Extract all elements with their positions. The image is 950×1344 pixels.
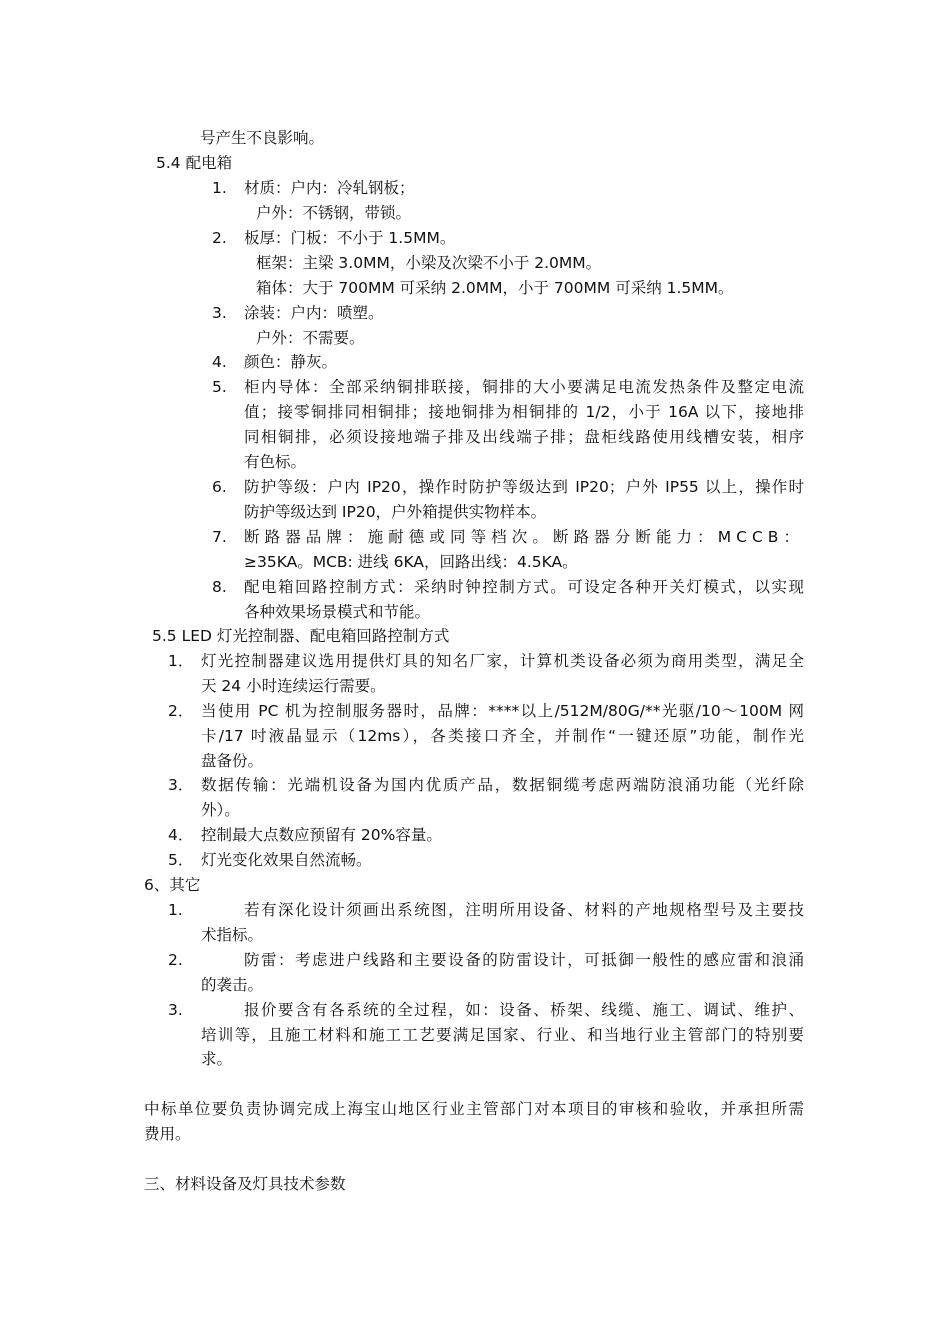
list-item-text: 涂装：户内：喷塑。 [244, 304, 384, 322]
list-number: 3． [168, 776, 194, 794]
list-number: 8. [212, 578, 227, 596]
list-number: 5． [168, 851, 194, 869]
section-heading-5-5: 5.5 LED 灯光控制器、配电箱回路控制方式 [152, 627, 450, 645]
list-item-text: 断路器品牌：施耐德或同等档次。断路器分断能力：MCCB： [244, 528, 804, 546]
list-item-text: 盘备份。 [201, 752, 264, 770]
list-item-text: 户外：不需要。 [256, 329, 365, 347]
list-item-text: 报价要含有各系统的全过程，如：设备、桥架、线缆、施工、调试、维护、 [244, 1001, 804, 1019]
section-heading-3: 三、材料设备及灯具技术参数 [144, 1175, 346, 1193]
list-item-text: 材质：户内：冷轧钢板； [244, 179, 415, 197]
list-item-text: 配电箱回路控制方式：采纳时钟控制方式。可设定各种开关灯模式，以实现 [244, 578, 804, 596]
paragraph-line: 中标单位要负责协调完成上海宝山地区行业主管部门对本项目的审核和验收，并承担所需 [144, 1100, 804, 1118]
list-number: 2. [168, 951, 183, 969]
list-item-text: 柜内导体：全部采纳铜排联接，铜排的大小要满足电流发热条件及整定电流 [244, 378, 804, 396]
list-item-text: 有色标。 [244, 453, 307, 471]
section-heading-6: 6、其它 [144, 876, 201, 894]
list-item-text: 的袭击。 [201, 976, 264, 994]
list-item-text: 防护等级达到 IP20，户外箱提供实物样本。 [244, 503, 547, 521]
list-number: 1. [168, 901, 183, 919]
list-item-text: 户外：不锈钢，带锁。 [256, 204, 412, 222]
list-item-text: 防护等级：户内 IP20，操作时防护等级达到 IP20；户外 IP55 以上，操作时 [244, 478, 804, 496]
list-number: 2． [168, 702, 194, 720]
section-heading-5-4: 5.4 配电箱 [156, 154, 233, 172]
list-number: 1. [212, 179, 227, 197]
list-number: 5. [212, 378, 227, 396]
list-item-text: 求。 [201, 1050, 233, 1068]
list-item-text: 箱体：大于 700MM 可采纳 2.0MM，小于 700MM 可采纳 1.5MM。 [256, 279, 734, 297]
paragraph-line: 费用。 [144, 1125, 191, 1143]
list-item-text: 外）。 [201, 801, 240, 819]
list-item-text: 卡/17 吋液晶显示（12ms），各类接口齐全，并制作“一键还原”功能，制作光 [201, 727, 804, 745]
list-item-text: 框架：主梁 3.0MM，小梁及次梁不小于 2.0MM。 [256, 254, 602, 272]
list-item-text: 当使用 PC 机为控制服务器时，品牌：****以上/512M/80G/**光驱/10～100M 网 [201, 702, 804, 720]
list-item-text: 板厚：门板：不小于 1.5MM。 [244, 229, 456, 247]
list-item-text: 培训等，且施工材料和施工工艺要满足国家、行业、和当地行业主管部门的特别要 [201, 1026, 804, 1044]
list-item-text: ≥35KA。MCB: 进线 6KA，回路出线：4.5KA。 [244, 553, 578, 571]
list-item-text: 术指标。 [201, 926, 264, 944]
list-item-text: 各种效果场景模式和节能。 [244, 603, 431, 621]
list-number: 3. [212, 304, 227, 322]
list-item-text: 灯光控制器建议选用提供灯具的知名厂家，计算机类设备必须为商用类型，满足全 [201, 652, 804, 670]
list-number: 7. [212, 528, 227, 546]
list-item-text: 同相铜排，必须设接地端子排及出线端子排；盘柜线路使用线槽安装，相序 [244, 428, 804, 446]
list-item-text: 值；接零铜排同相铜排；接地铜排为相铜排的 1/2，小于 16A 以下，接地排 [244, 403, 804, 421]
list-item-text: 数据传输：光端机设备为国内优质产品，数据铜缆考虑两端防浪涌功能（光纤除 [201, 776, 804, 794]
list-number: 6. [212, 478, 227, 496]
list-item-text: 控制最大点数应预留有 20%容量。 [201, 826, 442, 844]
list-number: 4. [212, 353, 227, 371]
list-number: 1． [168, 652, 194, 670]
list-item-text: 灯光变化效果自然流畅。 [201, 851, 372, 869]
list-item-text: 若有深化设计须画出系统图，注明所用设备、材料的产地规格型号及主要技 [244, 901, 804, 919]
list-item-text: 防雷：考虑进户线路和主要设备的防雷设计，可抵御一般性的感应雷和浪涌 [244, 951, 804, 969]
text-line: 号产生不良影响。 [200, 129, 325, 147]
list-item-text: 颜色：静灰。 [244, 353, 338, 371]
list-number: 3. [168, 1001, 183, 1019]
list-number: 4． [168, 826, 194, 844]
list-number: 2. [212, 229, 227, 247]
list-item-text: 天 24 小时连续运行需要。 [201, 677, 386, 695]
